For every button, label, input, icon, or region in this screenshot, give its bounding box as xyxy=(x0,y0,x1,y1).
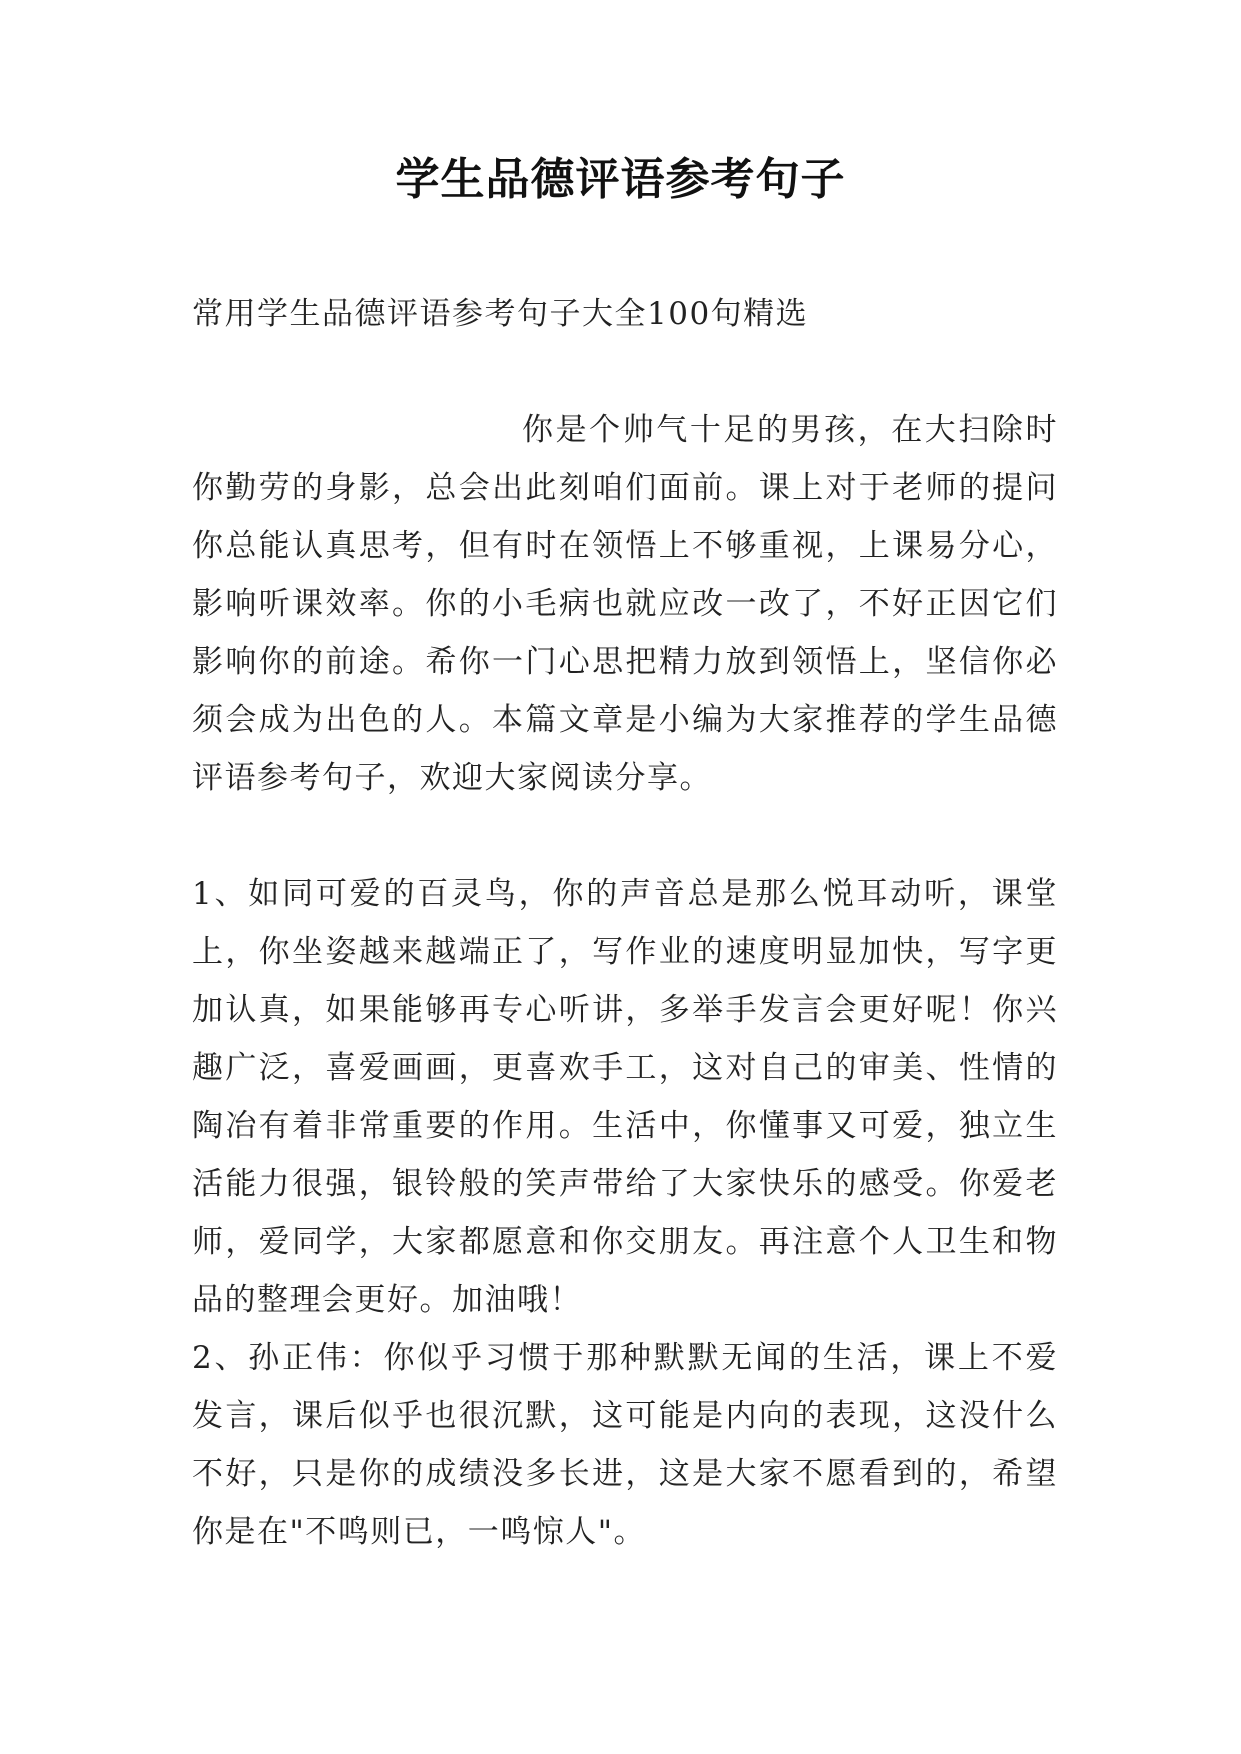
comment-item-2: 2、孙正伟：你似乎习惯于那种默默无闻的生活，课上不爱发言，课后似乎也很沉默，这可能是内向的表现，这没什么不好，只是你的成绩没多长进，这是大家不愿看到的，希望你是在"不鸣则已，一鸣惊人"。 xyxy=(192,1340,1058,1550)
comment-item-1: 1、如同可爱的百灵鸟，你的声音总是那么悦耳动听，课堂上，你坐姿越来越端正了，写作业的速度明显加快，写字更加认真，如果能够再专心听讲，多举手发言会更好呢！你兴趣广泛，喜爱画画，更喜欢手工，这对自己的审美、性情的陶冶有着非常重要的作用。生活中，你懂事又可爱，独立生活能力很强，银铃般的笑声带给了大家快乐的感受。你爱老师，爱同学，大家都愿意和你交朋友。再注意个人卫生和物品的整理会更好。加油哦！ xyxy=(192,876,1058,1318)
document-body xyxy=(192,285,1058,1561)
intro-paragraph: 你是个帅气十足的男孩，在大扫除时你勤劳的身影，总会出此刻咱们面前。课上对于老师的提问你总能认真思考，但有时在领悟上不够重视，上课易分心，影响听课效率。你的小毛病也就应改一改了，不好正因它们影响你的前途。希你一门心思把精力放到领悟上，坚信你必须会成为出色的人。本篇文章是小编为大家推荐的学生品德评语参考句子，欢迎大家阅读分享。 xyxy=(192,412,1058,796)
document-title: 学生品德评语参考句子 xyxy=(395,154,846,205)
document-subtitle: 常用学生品德评语参考句子大全100句精选 xyxy=(192,296,809,332)
